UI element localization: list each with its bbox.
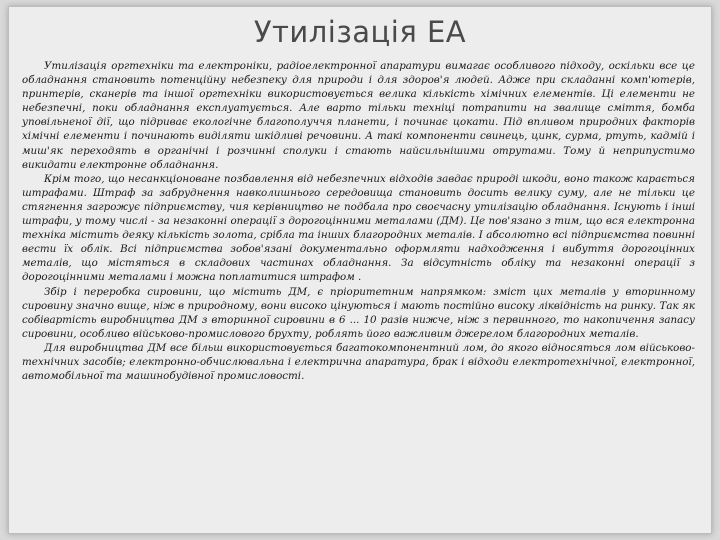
paragraph: Крім того, що несанкціоноване позбавлення від небезпечних відходів завдає природі шкоди, воно також карається штрафами. Штраф за забруднення навколишнього середовища становить досить велику суму, але не тільки це стягнення загрожує підприємству, чия керівництво не подбала про своєчасну утилізацію обладнання. Існують і інші штрафи, у тому числі - за незаконні операції з дорогоцінними металами (ДМ). Це пов'язано з тим, що вся електронна техніка містить деяку кількість золота, срібла та інших благородних металів. І абсолютно всі підприємства повинні вести їх облік. Всі підприємства зобов'язані документально оформляти надходження і вибуття дорогоцінних металів, що містяться в складових частинах обладнання. За відсутність обліку та незаконні операції з дорогоцінними металами і можна поплатитися штрафом . — [22, 172, 695, 284]
paragraph: Для виробництва ДМ все більш використовується багатокомпонентний лом, до якого відносяться лом військово-технічних засобів; електронно-обчислювальна і електрична апаратура, брак і відходи електротехнічної, електронної, автомобільної та машинобудівної промисловості. — [22, 341, 695, 383]
paragraph: Утилізація оргтехніки та електроніки, радіоелектронної апаратури вимагає особливого підходу, оскільки все це обладнання становить потенційну небезпеку для природи і для здоров'я людей. Адже при складанні комп'ютерів, принтерів, сканерів та іншої оргтехніки використовується велика кількість хімічних елементів. Ці елементи не небезпечні, поки обладнання експлуатується. Але варто тільки техніці потрапити на звалище сміття, бомба уповільненої дії, що підриває екологічне благополуччя планети, і починає цокати. Під впливом природних факторів хімічні елементи і починають виділяти шкідливі речовини. А такі компоненти свинець, цинк, сурма, ртуть, кадмій і миш'як переходять в органічні і розчинні сполуки і стають найсильнішими отрутами. Тому й неприпустимо викидати електронне обладнання. — [22, 60, 695, 171]
slide-body — [22, 59, 695, 383]
paragraph: Збір і переробка сировини, що містить ДМ, є пріоритетним напрямком: зміст цих металів у вторинному сировину значно вище, ніж в природному, вони високо цінуються і мають постійно високу ліквідність на ринку. Так як собівартість виробництва ДМ з вторинної сировини в 6 ... 10 разів нижче, ніж з первинного, то накопичення запасу сировини, особливо військово-промислового брухту, роблять його важливим джерелом благородних металів. — [22, 285, 695, 340]
slide-title: Утилізація ЕА — [253, 15, 467, 49]
slide — [8, 6, 712, 534]
